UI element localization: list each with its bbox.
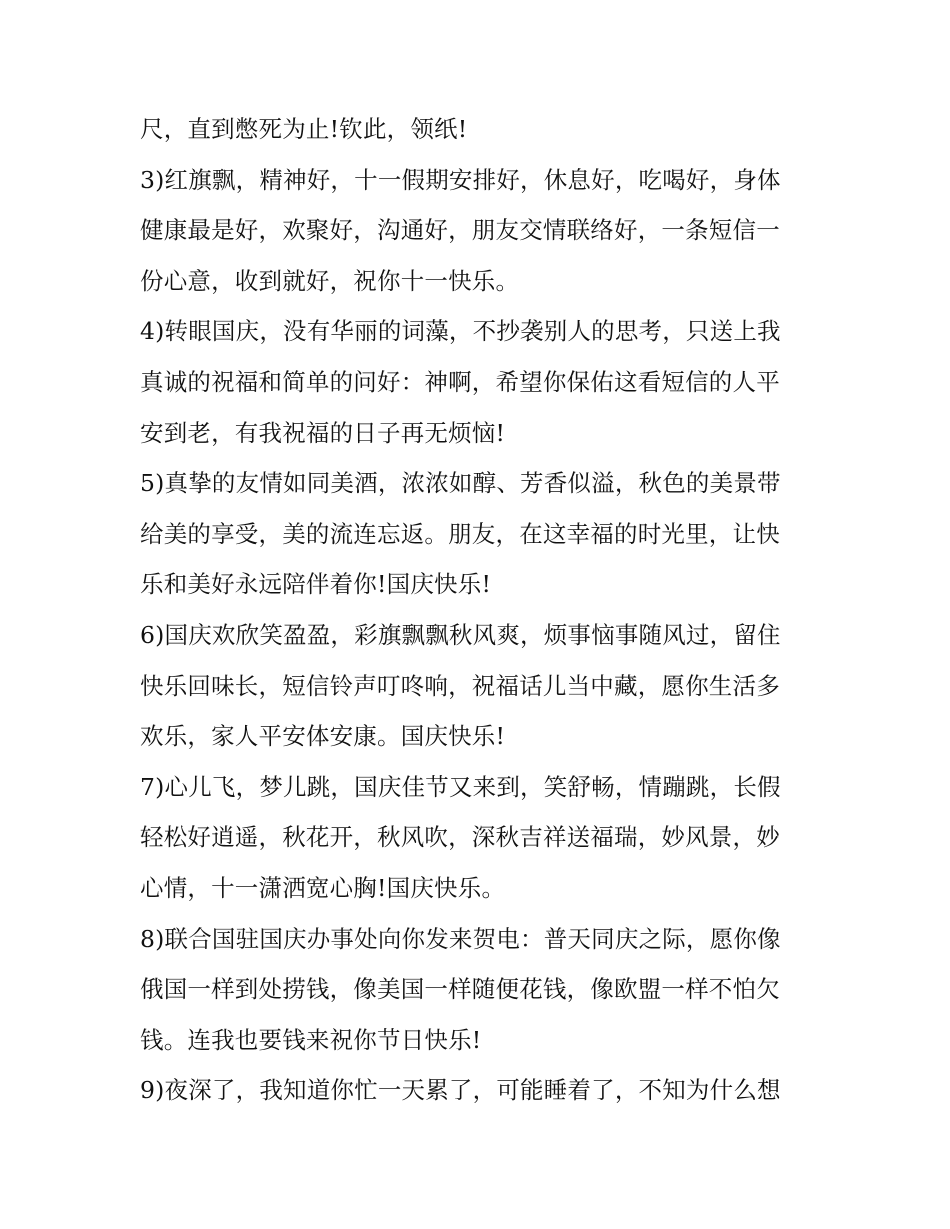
text-line: 7)心儿飞，梦儿跳，国庆佳节又来到，笑舒畅，情蹦跳，长假	[140, 772, 781, 801]
text-line: 6)国庆欢欣笑盈盈，彩旗飘飘秋风爽，烦事恼事随风过，留住	[140, 620, 781, 649]
text-line: 快乐回味长，短信铃声叮咚响，祝福话儿当中藏，愿你生活多	[140, 671, 780, 700]
text-line: 尺，直到憋死为止!钦此，领纸!	[140, 115, 468, 143]
text-line: 9)夜深了，我知道你忙一天累了，可能睡着了，不知为什么想	[140, 1076, 781, 1105]
text-line: 安到老，有我祝福的日子再无烦恼!	[140, 418, 506, 447]
text-line: 乐和美好永远陪伴着你!国庆快乐!	[140, 570, 492, 599]
text-line: 真诚的祝福和简单的问好：神啊，希望你保佑这看短信的人平	[140, 367, 780, 396]
text-line: 份心意，收到就好，祝你十一快乐。	[140, 266, 520, 295]
text-line: 8)联合国驻国庆办事处向你发来贺电：普天同庆之际，愿你像	[140, 924, 781, 953]
text-line: 轻松好逍遥，秋花开，秋风吹，深秋吉祥送福瑞，妙风景，妙	[140, 823, 780, 852]
text-line: 4)转眼国庆，没有华丽的词藻，不抄袭别人的思考，只送上我	[140, 317, 781, 346]
text-line: 俄国一样到处捞钱，像美国一样随便花钱，像欧盟一样不怕欠	[140, 975, 780, 1004]
body-text	[140, 104, 820, 1116]
text-line: 给美的享受，美的流连忘返。朋友，在这幸福的时光里，让快	[140, 519, 780, 548]
text-line: 钱。连我也要钱来祝你节日快乐!	[140, 1025, 482, 1054]
text-line: 3)红旗飘，精神好，十一假期安排好，休息好，吃喝好，身体	[140, 165, 781, 194]
text-line: 5)真挚的友情如同美酒，浓浓如醇、芳香似溢，秋色的美景带	[140, 469, 781, 498]
text-line: 健康最是好，欢聚好，沟通好，朋友交情联络好，一条短信一	[140, 216, 780, 245]
text-line: 心情，十一潇洒宽心胸!国庆快乐。	[140, 873, 506, 902]
text-line: 欢乐，家人平安体安康。国庆快乐!	[140, 722, 506, 751]
